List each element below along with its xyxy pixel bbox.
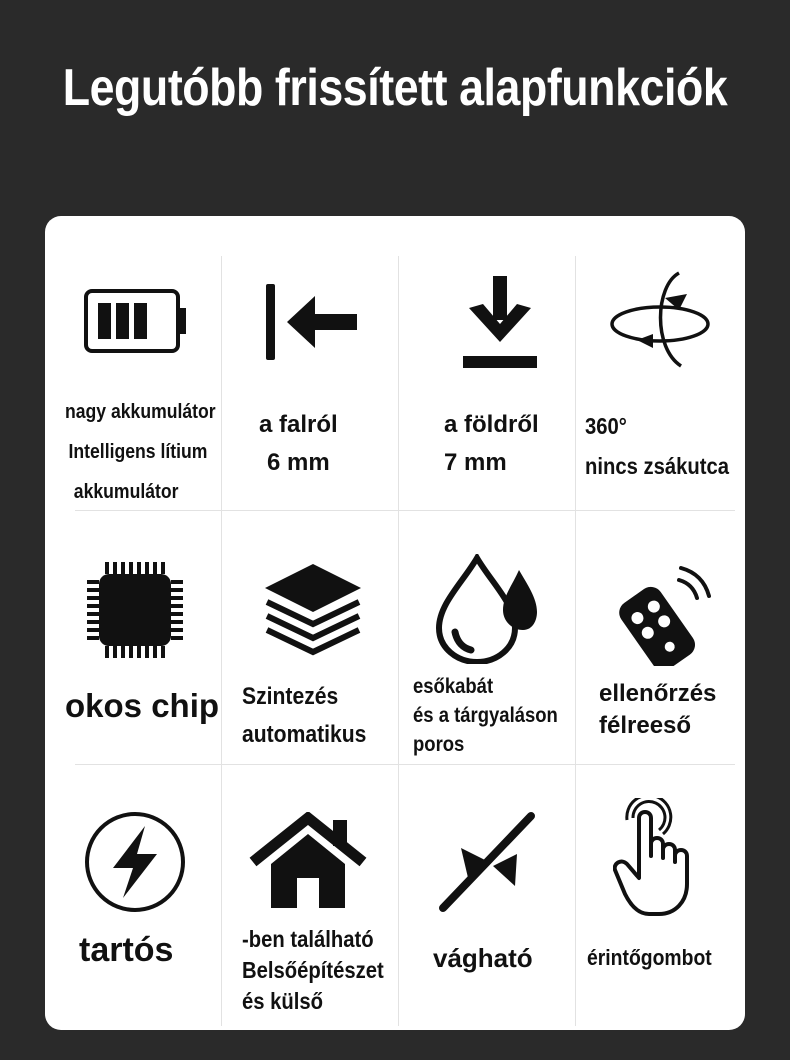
battery-icon (83, 288, 189, 354)
feature-text (65, 392, 216, 512)
feature-line: 6 mm (267, 449, 330, 476)
feature-text (413, 672, 558, 759)
feature-line: -ben található (242, 926, 374, 952)
feature-line: Intelligens lítium (68, 441, 208, 463)
grid-divider (221, 256, 222, 1026)
feature-text (242, 678, 366, 754)
grid-divider (575, 256, 576, 1026)
feature-card (45, 216, 745, 1030)
feature-line: a földről (444, 411, 539, 438)
feature-text (585, 406, 729, 486)
feature-line: poros (413, 733, 465, 756)
grid-divider (75, 764, 735, 765)
feature-line: 360° (585, 413, 627, 439)
feature-line: Belsőépítészet (242, 957, 384, 983)
feature-text (242, 924, 384, 1017)
feature-line: esőkabát (413, 675, 494, 698)
layers-icon (261, 560, 365, 660)
feature-line: Szintezés (242, 683, 339, 710)
feature-text (444, 406, 539, 482)
download-icon (459, 274, 541, 370)
feature-line: akkumulátor (73, 481, 179, 503)
feature-line: ellenőrzés (599, 680, 717, 707)
feature-line: vágható (433, 943, 533, 973)
house-icon (249, 812, 367, 910)
feature-line: automatikus (242, 721, 367, 748)
feature-line: okos chip (65, 687, 220, 724)
feature-text (65, 686, 219, 726)
feature-line: és külső (242, 988, 324, 1014)
cuttable-icon (437, 812, 537, 912)
feature-line: félreeső (599, 712, 692, 739)
feature-text (79, 930, 173, 970)
lightning-icon (83, 810, 187, 914)
feature-line: nincs zsákutca (585, 453, 730, 479)
feature-line: érintőgombot (587, 945, 712, 970)
remote-control-icon (609, 556, 719, 666)
chip-icon (85, 560, 185, 660)
feature-text (587, 942, 712, 974)
water-drop-icon (433, 554, 539, 664)
feature-line: és a tárgyaláson (413, 704, 558, 727)
feature-line: tartós (79, 931, 174, 969)
rotate-360-icon (607, 268, 713, 374)
feature-text (433, 942, 533, 974)
touch-button-icon (613, 798, 713, 918)
feature-text (259, 406, 338, 482)
page-title: Legutóbb frissített alapfunkciók (62, 59, 728, 117)
feature-line: a falról (259, 411, 338, 438)
feature-line: 7 mm (444, 449, 507, 476)
feature-text (599, 678, 716, 742)
feature-line: nagy akkumulátor (65, 401, 216, 423)
wall-arrow-icon (263, 282, 363, 362)
grid-divider (398, 256, 399, 1026)
